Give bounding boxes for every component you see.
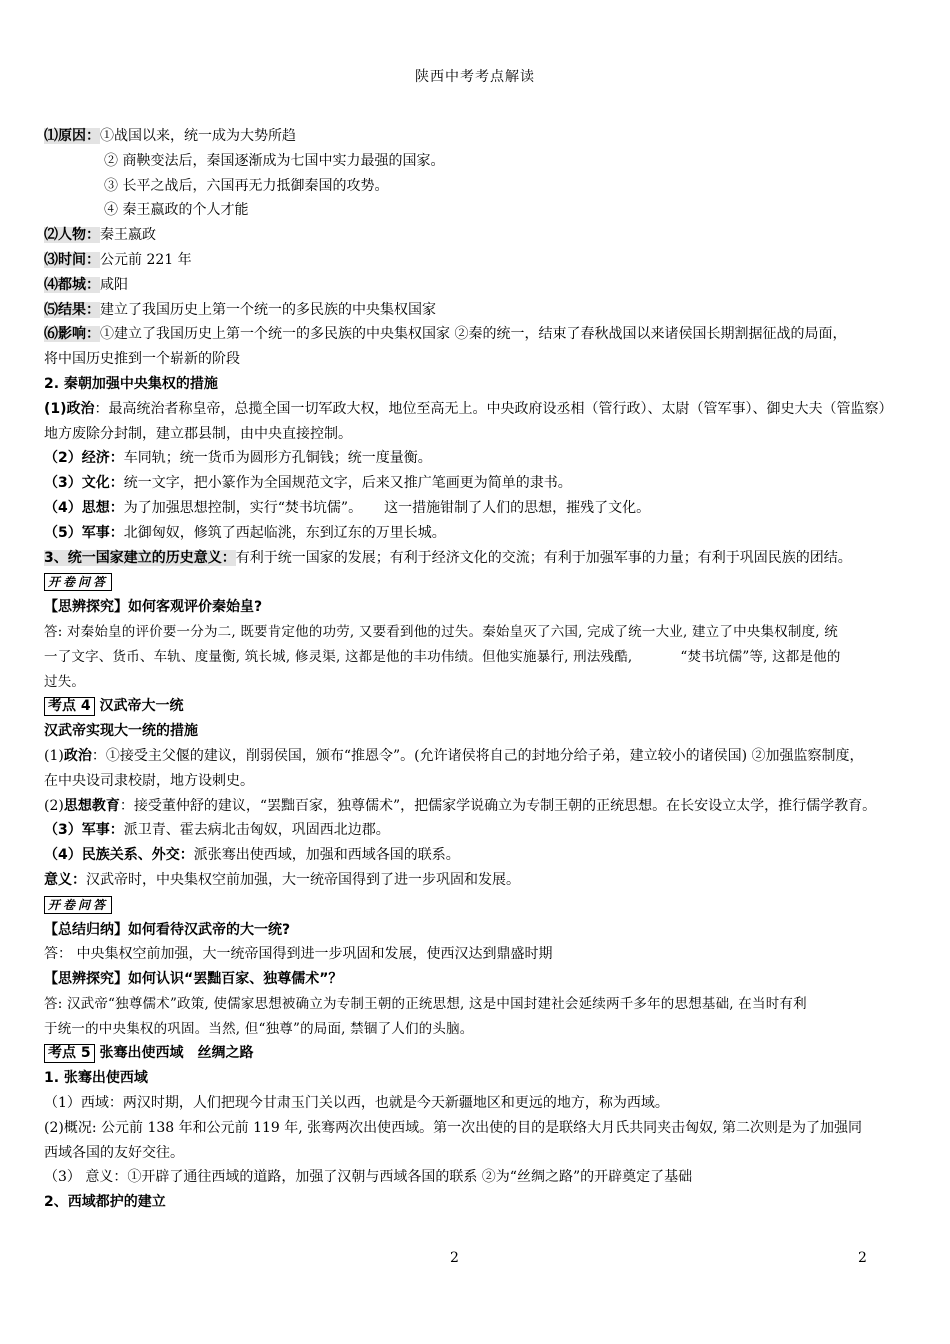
measure-number: (2) (44, 797, 64, 814)
capital-line (44, 273, 889, 298)
measure-text: ：①接受主父偃的建议，削弱侯国，颁布“推恩令”。(允许诸侯将自己的封地分给子弟，建立较小的诸侯国) ②加强监察制度， (91, 747, 864, 764)
kaodian-label: 考点 4 (44, 697, 95, 716)
time-label: ⑶时间： (44, 251, 100, 268)
person-line (44, 223, 889, 248)
measure-label: （4）思想： (44, 499, 124, 516)
subheading: 2、西域都护的建立 (44, 1194, 166, 1211)
measure-label: 思想教育 (63, 797, 120, 814)
qa-answer: 一了文字、货币、车轨、度量衡, 筑长城, 修灵渠, 这都是他的丰功伟绩。但他实施暴行, 刑法残酷, (44, 648, 633, 665)
subheading: 1. 张骞出使西域 (44, 1070, 148, 1087)
paragraph: （1）西域：两汉时期，人们把现今甘肃玉门关以西，也就是今天新疆地区和更远的地方，称为西域。 (44, 1095, 669, 1112)
impact-line (44, 322, 889, 347)
reason-item: ④ 秦王嬴政的个人才能 (104, 202, 249, 219)
paragraph: （3） 意义：①开辟了通往西域的道路，加强了汉朝与西域各国的联系 ②为“丝绸之路”的开辟奠定了基础 (44, 1169, 693, 1186)
measure-text: 统一文字，把小篆作为全国规范文字，后来又推广笔画更为简单的隶书。 (123, 475, 572, 492)
reason-item: ③ 长平之战后，六国再无力抵御秦国的攻势。 (104, 177, 389, 194)
measure-text: 派张骞出使西域，加强和西域各国的联系。 (193, 847, 460, 864)
reason-label: ⑴原因： (44, 128, 100, 144)
qa-answer: “焚书坑儒”等, 这都是他的 (680, 648, 841, 665)
capital-label: ⑷都城： (44, 276, 100, 293)
meaning-label: 意义： (44, 871, 86, 888)
kaodian-heading (44, 1041, 889, 1066)
impact-label: ⑹影响： (44, 326, 100, 343)
qa-tag-line (44, 893, 889, 918)
measure-diplomacy (44, 843, 889, 868)
kaodian-heading (44, 694, 889, 719)
measure-text: 北御匈奴，修筑了西起临洮，东到辽东的万里长城。 (123, 524, 446, 541)
qa-question: 【思辨探究】如何认识“罢黜百家、独尊儒术”？ (44, 971, 343, 988)
qa-answer: 过失。 (44, 673, 86, 690)
measure-military (44, 521, 889, 546)
qa-answer: 于统一的中央集权的巩固。当然, 但“独尊”的局面, 禁锢了人们的头脑。 (44, 1020, 474, 1037)
measure-label: （5）军事： (44, 524, 124, 541)
paragraph: (2)概况: 公元前 138 年和公元前 119 年, 张骞两次出使西域。第一次出使的目的是联络大月氏共同夹击匈奴, 第二次则是为了加强同 (44, 1119, 863, 1136)
qa-tag-line (44, 570, 889, 595)
measure-military (44, 818, 889, 843)
person-value: 秦王嬴政 (100, 227, 156, 244)
qa-question: 【总结归纳】如何看待汉武帝的大一统? (44, 921, 291, 938)
measure-number: (1) (44, 747, 64, 764)
qa-answer: 答： 中央集权空前加强，大一统帝国得到进一步巩固和发展，使西汉达到鼎盛时期 (44, 946, 553, 963)
time-value: 公元前 221 年 (100, 251, 192, 268)
measure-text: 为了加强思想控制，实行“焚书坑儒”。 (123, 499, 363, 516)
measure-label: （3）军事： (44, 822, 124, 839)
reason-line (44, 124, 889, 149)
reason-item: ①战国以来，统一成为大势所趋 (100, 128, 296, 144)
measure-economy (44, 446, 889, 471)
measure-thought (44, 794, 889, 819)
measure-text: 车同轨；统一货币为圆形方孔铜钱；统一度量衡。 (123, 450, 432, 467)
reason-item: ② 商鞅变法后，秦国逐渐成为七国中实力最强的国家。 (104, 152, 445, 169)
impact-text-cont: 将中国历史推到一个崭新的阶段 (44, 351, 240, 368)
measure-label: （2）经济： (44, 450, 124, 467)
qa-tag: 开卷问答 (44, 896, 112, 914)
measure-text: ：接受董仲舒的建议，“罢黜百家，独尊儒术”，把儒家学说确立为专制王朝的正统思想。在长安设立太学，推行儒学教育。 (119, 797, 877, 814)
measure-politics (44, 744, 889, 769)
measure-text: 这一措施钳制了人们的思想，摧残了文化。 (384, 499, 651, 516)
paragraph: 西域各国的友好交往。 (44, 1144, 184, 1161)
measure-label: （3）文化： (44, 475, 124, 492)
meaning-line (44, 868, 889, 893)
measure-text: ：最高统治者称皇帝，总揽全国一切军政大权，地位至高无上。中央政府设丞相（管行政）、太尉（管军事）、御史大夫（管监察） (94, 400, 893, 417)
document-body (44, 124, 893, 1215)
measure-label: 政治 (63, 747, 92, 764)
page-number: 2 (450, 1250, 459, 1266)
result-label: ⑸结果： (44, 301, 100, 318)
result-line (44, 298, 889, 323)
meaning-text: 汉武帝时，中央集权空前加强，大一统帝国得到了进一步巩固和发展。 (86, 871, 520, 888)
page-header: 陕西中考考点解读 (415, 69, 535, 85)
person-label: ⑵人物： (44, 227, 100, 244)
significance-line (44, 546, 889, 571)
qa-answer: 答: 对秦始皇的评价要一分为二, 既要肯定他的功劳, 又要看到他的过失。秦始皇灭了六国, 完成了统一大业, 建立了中央集权制度, 统 (44, 623, 838, 640)
measure-text-cont: 在中央设司隶校尉，地方设刺史。 (44, 772, 254, 789)
time-line (44, 248, 889, 273)
qa-tag: 开卷问答 (44, 573, 112, 591)
measure-label: （4）民族关系、外交： (44, 847, 194, 864)
subheading: 汉武帝实现大一统的措施 (44, 723, 198, 740)
kaodian-label: 考点 5 (44, 1044, 95, 1063)
measure-culture (44, 471, 889, 496)
qa-answer: 答: 汉武帝“独尊儒术”政策, 使儒家思想被确立为专制王朝的正统思想, 这是中国封建社会延续两千多年的思想基础, 在当时有利 (44, 995, 807, 1012)
significance-text: 有利于统一国家的发展；有利于经济文化的交流；有利于加强军事的力量；有利于巩固民族的团结。 (235, 549, 852, 566)
impact-text: ①建立了我国历史上第一个统一的多民族的中央集权国家 ②秦的统一，结束了春秋战国以来诸侯国长期割据征战的局面， (100, 326, 847, 343)
qa-question: 【思辨探究】如何客观评价秦始皇? (44, 599, 263, 616)
kaodian-title: 张骞出使西域 丝绸之路 (99, 1045, 254, 1062)
measure-thought (44, 496, 889, 521)
capital-value: 咸阳 (100, 276, 128, 293)
measure-text: 派卫青、霍去病北击匈奴，巩固西北边郡。 (123, 822, 390, 839)
measure-politics (44, 397, 893, 422)
page-number: 2 (858, 1250, 867, 1266)
significance-label: 3、统一国家建立的历史意义： (44, 549, 236, 566)
result-value: 建立了我国历史上第一个统一的多民族的中央集权国家 (100, 301, 436, 318)
measure-label: (1)政治 (44, 400, 95, 417)
kaodian-title: 汉武帝大一统 (99, 698, 184, 715)
measure-text-cont: 地方废除分封制，建立郡县制，由中央直接控制。 (44, 425, 352, 442)
section-heading: 2. 秦朝加强中央集权的措施 (44, 375, 218, 392)
qa-answer-line (44, 645, 889, 670)
